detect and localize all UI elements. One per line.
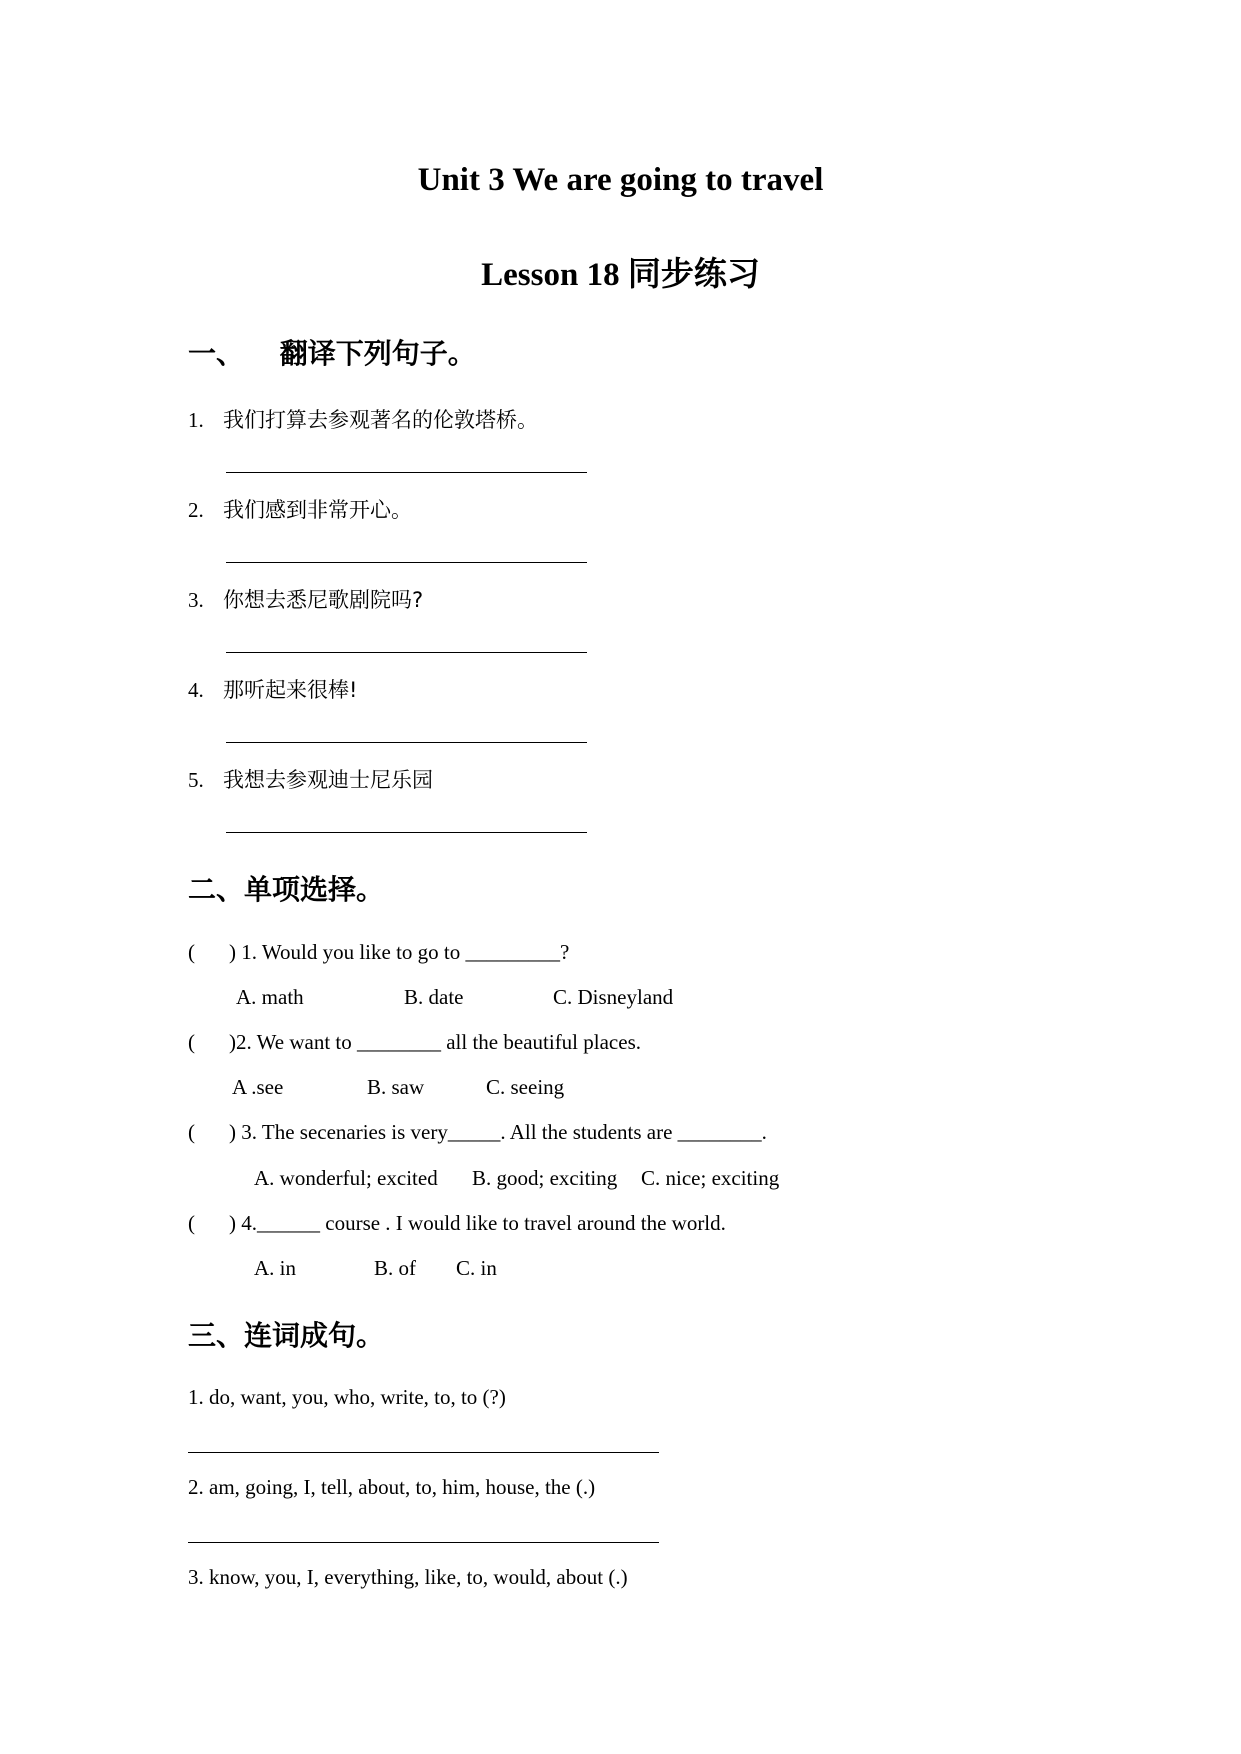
s1-item-text: 我想去参观迪士尼乐园 — [223, 768, 433, 792]
question-stem: 4.______ course . I would like to travel around the world. — [236, 1211, 726, 1235]
option-c: C. in — [456, 1256, 497, 1280]
s2-question-3 — [188, 1120, 767, 1145]
subtitle-text: Lesson 18 同步练习 — [481, 257, 760, 293]
section-3-heading: 三、连词成句。 — [188, 1319, 385, 1352]
answer-bracket-open: ( — [188, 1120, 195, 1144]
option-a: A. in — [254, 1256, 296, 1280]
option-c: C. nice; exciting — [641, 1166, 780, 1190]
s2-question-4 — [188, 1211, 726, 1236]
question-stem: 2. We want to ________ all the beautiful places. — [236, 1030, 641, 1054]
s3-item-1: 1. do, want, you, who, write, to, to (?) — [188, 1385, 506, 1409]
answer-bracket-close: ) — [229, 1030, 236, 1054]
section-1-title: 翻译下列句子。 — [279, 337, 476, 370]
option-c: C. Disneyland — [553, 985, 674, 1009]
answer-bracket-close: ) — [229, 1120, 236, 1144]
s1-item-2 — [188, 494, 412, 524]
section-1-heading — [188, 332, 476, 372]
s1-item-text: 那听起来很棒! — [223, 678, 358, 702]
section-1-number: 一、 — [188, 337, 245, 370]
s1-item-text: 我们感到非常开心。 — [223, 498, 412, 522]
s1-item-text: 我们打算去参观著名的伦敦塔桥。 — [223, 408, 538, 432]
s1-item-3 — [188, 584, 423, 614]
s1-item-1 — [188, 404, 538, 434]
option-a: A .see — [232, 1075, 284, 1099]
answer-bracket-close: ) — [229, 940, 236, 964]
option-b: B. date — [404, 985, 464, 1009]
answer-line[interactable] — [226, 742, 587, 743]
page-subtitle — [0, 248, 1241, 295]
answer-bracket-open: ( — [188, 1030, 195, 1054]
option-b: B. good; exciting — [472, 1166, 618, 1190]
answer-line[interactable] — [226, 652, 587, 653]
s2-question-2 — [188, 1030, 641, 1055]
option-a: A. math — [236, 985, 304, 1009]
s3-item-3: 3. know, you, I, everything, like, to, would, about (.) — [188, 1565, 628, 1589]
answer-line[interactable] — [226, 472, 587, 473]
answer-line[interactable] — [226, 562, 587, 563]
s1-item-number: 3. — [188, 588, 204, 612]
answer-line[interactable] — [226, 832, 587, 833]
s1-item-number: 2. — [188, 498, 204, 522]
option-b: B. of — [374, 1256, 416, 1280]
question-stem: 3. The secenaries is very_____. All the students are ________. — [236, 1120, 767, 1144]
section-2-heading: 二、单项选择。 — [188, 873, 385, 906]
s1-item-number: 5. — [188, 768, 204, 792]
question-stem: 1. Would you like to go to _________? — [236, 940, 570, 964]
page-title: Unit 3 We are going to travel — [417, 162, 824, 198]
option-a: A. wonderful; excited — [254, 1166, 438, 1190]
option-b: B. saw — [367, 1075, 425, 1099]
s2-question-1 — [188, 940, 569, 965]
answer-bracket-close: ) — [229, 1211, 236, 1235]
s1-item-4 — [188, 674, 357, 704]
answer-line[interactable] — [188, 1542, 659, 1543]
s3-item-2: 2. am, going, I, tell, about, to, him, house, the (.) — [188, 1475, 596, 1499]
s1-item-5 — [188, 764, 433, 794]
answer-line[interactable] — [188, 1452, 659, 1453]
s1-item-text: 你想去悉尼歌剧院吗? — [223, 588, 424, 612]
answer-bracket-open: ( — [188, 1211, 195, 1235]
answer-bracket-open: ( — [188, 940, 195, 964]
s1-item-number: 1. — [188, 408, 204, 432]
option-c: C. seeing — [486, 1075, 565, 1099]
s1-item-number: 4. — [188, 678, 204, 702]
